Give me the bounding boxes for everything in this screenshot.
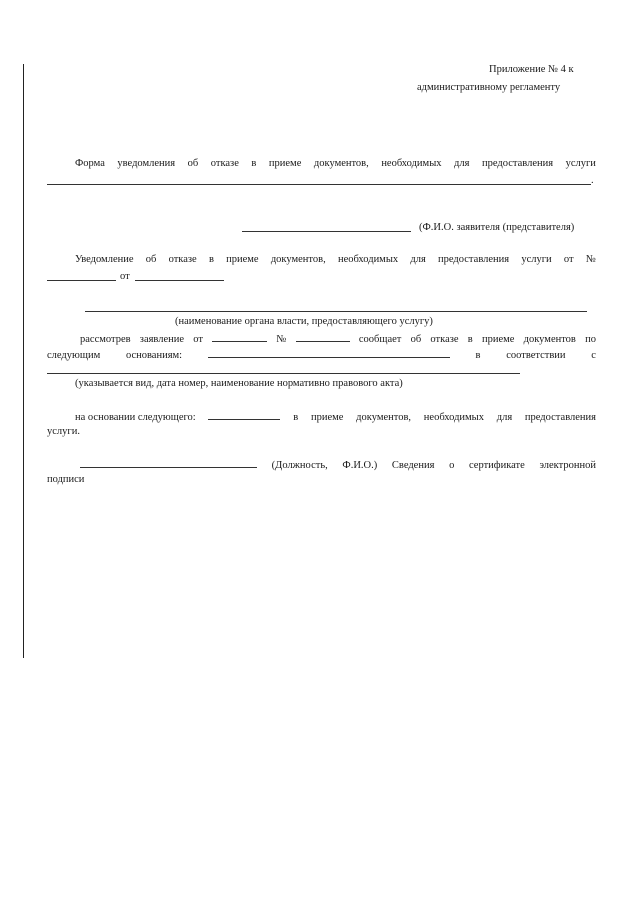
review-word: основаниям: xyxy=(125,350,183,361)
notice-word: необходимых xyxy=(337,254,399,265)
review-word: документов xyxy=(523,334,576,345)
basis-word: предоставления xyxy=(524,412,596,423)
applicant-caption: (Ф.И.О. заявителя (представителя) xyxy=(419,222,575,233)
signature-line xyxy=(80,458,596,472)
basis-word: для xyxy=(496,412,513,423)
review-word: следующим xyxy=(47,350,101,361)
signature-word: о xyxy=(449,460,455,471)
left-margin-rule xyxy=(23,64,24,658)
form-title-word: отказе xyxy=(210,158,239,169)
signature-word: Сведения xyxy=(391,460,435,471)
review-word: от xyxy=(193,334,203,345)
signature-word: электронной xyxy=(539,460,596,471)
review-word: № xyxy=(276,334,287,345)
form-title-word: в xyxy=(251,158,257,169)
notice-word: приеме xyxy=(226,254,259,265)
form-title xyxy=(75,158,596,170)
notice-word: Уведомление xyxy=(75,254,134,265)
form-title-word: необходимых xyxy=(381,158,442,169)
basis-word: документов, xyxy=(356,412,412,423)
authority-name-blank[interactable] xyxy=(85,311,587,312)
review-word: об xyxy=(410,334,422,345)
review-word: в xyxy=(475,350,481,361)
form-title-word: приеме xyxy=(268,158,302,169)
review-word: рассмотрев xyxy=(80,334,131,345)
form-title-word: для xyxy=(454,158,470,169)
basis-word: приеме xyxy=(310,412,344,423)
notice-word: № xyxy=(585,254,596,265)
signature-word: Ф.И.О.) xyxy=(342,460,378,471)
review-word: соответствии xyxy=(506,350,566,361)
basis-blank[interactable] xyxy=(208,410,280,420)
notice-word: от xyxy=(563,254,574,265)
review-line-1 xyxy=(80,332,596,346)
regulation-label: административному регламенту xyxy=(417,82,561,93)
signature-word: сертификате xyxy=(469,460,525,471)
application-date-blank[interactable] xyxy=(212,332,267,342)
review-word: по xyxy=(585,334,596,345)
notice-word: отказе xyxy=(168,254,197,265)
notice-word: в xyxy=(208,254,214,265)
review-word: в xyxy=(467,334,473,345)
basis-word: в xyxy=(293,412,299,423)
notice-word: об xyxy=(145,254,157,265)
notice-word: для xyxy=(410,254,426,265)
notice-word: услуги xyxy=(521,254,552,265)
form-title-word: предоставления xyxy=(481,158,554,169)
form-title-word: услуги xyxy=(565,158,596,169)
review-word: заявление xyxy=(139,334,185,345)
form-title-word: уведомления xyxy=(117,158,176,169)
signature-continuation: подписи xyxy=(47,474,85,485)
review-line-2 xyxy=(47,348,596,362)
basis-continuation: услуги. xyxy=(47,426,80,437)
basis-line xyxy=(75,410,596,424)
legal-act-caption: (указывается вид, дата номер, наименование нормативно правового акта) xyxy=(75,378,403,389)
review-word: приеме xyxy=(481,334,515,345)
review-word: сообщает xyxy=(358,334,402,345)
form-title-word: об xyxy=(187,158,199,169)
service-name-period: . xyxy=(591,175,594,186)
legal-act-blank[interactable] xyxy=(47,373,520,374)
basis-start: на основании следующего: xyxy=(75,412,196,423)
basis-word: необходимых xyxy=(423,412,484,423)
form-title-word: Форма xyxy=(75,158,105,169)
official-name-blank[interactable] xyxy=(80,458,257,468)
notice-word: предоставления xyxy=(438,254,510,265)
form-title-word: документов, xyxy=(313,158,369,169)
application-number-blank[interactable] xyxy=(296,332,350,342)
service-name-blank[interactable] xyxy=(47,184,591,185)
notice-number-blank[interactable] xyxy=(47,280,116,281)
review-word: с xyxy=(591,350,596,361)
notice-from-label: от xyxy=(120,271,130,282)
applicant-name-blank[interactable] xyxy=(242,231,411,232)
notice-date-blank[interactable] xyxy=(135,280,224,281)
appendix-label: Приложение № 4 к xyxy=(489,64,574,75)
refusal-grounds-blank[interactable] xyxy=(208,348,450,358)
notice-line xyxy=(75,254,596,266)
review-word: отказе xyxy=(430,334,459,345)
authority-caption: (наименование органа власти, предоставляющего услугу) xyxy=(175,316,433,327)
signature-word: (Должность, xyxy=(271,460,328,471)
notice-word: документов, xyxy=(270,254,326,265)
